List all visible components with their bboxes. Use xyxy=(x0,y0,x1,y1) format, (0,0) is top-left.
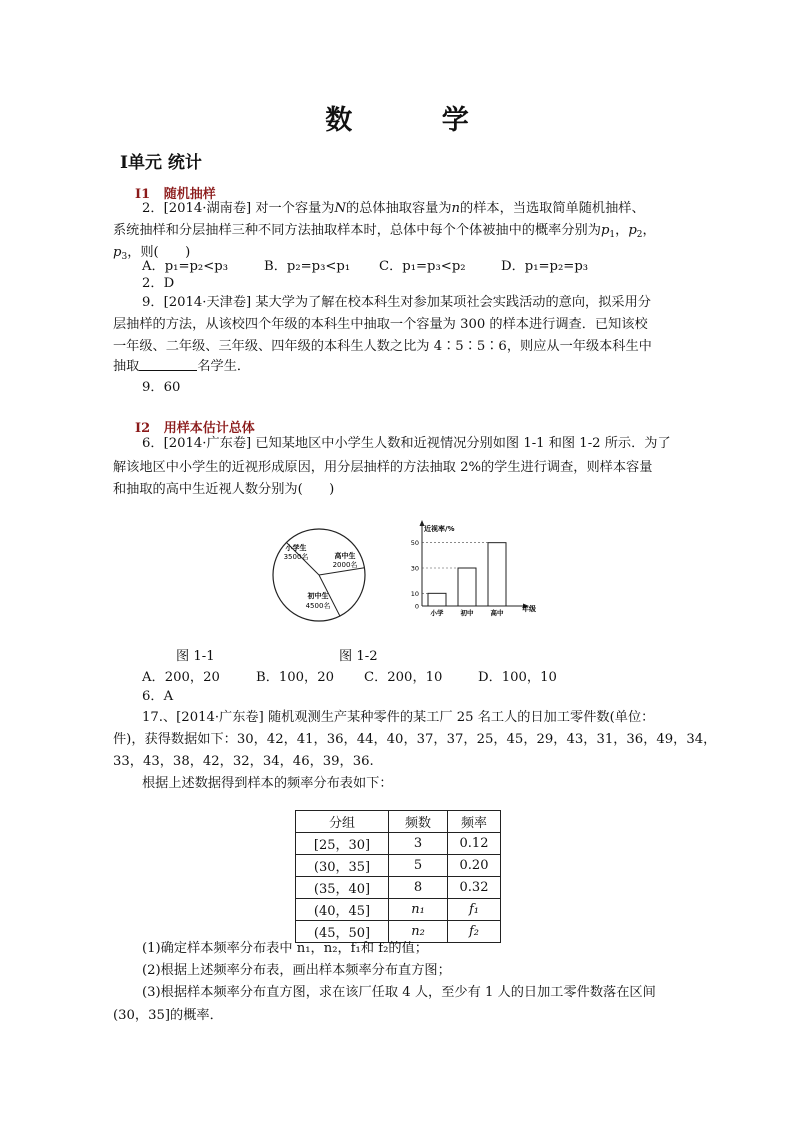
table-cell: (35，40] xyxy=(296,877,389,899)
table-header-row xyxy=(296,811,501,833)
table-header: 频数 xyxy=(389,811,448,833)
table-cell: f₂ xyxy=(448,921,501,943)
bar-高中 xyxy=(488,543,506,606)
table-cell: f₁ xyxy=(448,899,501,921)
section-code: I1 xyxy=(135,187,151,202)
q17-sub3a: (3)根据样本频率分布直方图，求在该厂任取 4 人，至少有 1 人的日加工零件数落在区间 xyxy=(142,985,656,1000)
table-cell: 3 xyxy=(389,833,448,855)
y-tick-label: 10 xyxy=(410,589,419,598)
pie-value-middle: 4500名 xyxy=(305,602,331,610)
table-row xyxy=(296,877,501,899)
frequency-table xyxy=(295,810,501,943)
table-cell: 0.32 xyxy=(448,877,501,899)
section-code: I2 xyxy=(135,421,151,436)
pie-chart xyxy=(268,520,378,630)
section-name: 随机抽样 xyxy=(163,187,216,202)
x-tick-label: 高中 xyxy=(490,609,504,617)
unit-heading: I单元 统计 xyxy=(120,153,202,173)
table-row xyxy=(296,855,501,877)
q2-line2: 系统抽样和分层抽样三种不同方法抽取样本时，总体中每个个体被抽中的概率分别为$p_1$，$p_2$， xyxy=(113,223,656,240)
table-cell: 0.12 xyxy=(448,833,501,855)
q6-line1: 6．[2014·广东卷] 已知某地区中小学生人数和近视情况分别如图 1-1 和图 1-2 所示．为了 xyxy=(142,436,671,451)
pie-label-middle: 初中生 xyxy=(307,592,329,600)
table-cell: 8 xyxy=(389,877,448,899)
answer-blank xyxy=(139,358,197,371)
q17-line2: 件)，获得数据如下：30，42，41，36，44，40，37，37，25，45，29，43，31，36，49，34， xyxy=(113,732,717,747)
fig1-caption: 图 1-1 xyxy=(176,649,215,664)
q17-sub1: (1)确定样本频率分布表中 n₁，n₂，f₁和 f₂的值； xyxy=(142,941,428,956)
table-cell: [25，30] xyxy=(296,833,389,855)
q2-line1: 2．[2014·湖南卷] 对一个容量为N的总体抽取容量为n的样本，当选取简单随机抽样、 xyxy=(142,201,645,216)
section-name: 用样本估计总体 xyxy=(163,421,255,436)
pie-label-high: 高中生 xyxy=(334,552,356,560)
q9-line1: 9．[2014·天津卷] 某大学为了解在校本科生对参加某项社会实践活动的意向，拟采用分 xyxy=(142,295,651,310)
q9-line3: 一年级、二年级、三年级、四年级的本科生人数之比为 4∶5∶5∶6，则应从一年级本科生中 xyxy=(113,339,652,354)
q2-answer: 2．D xyxy=(142,276,175,291)
bar-初中 xyxy=(458,568,476,606)
table-cell: (40，45] xyxy=(296,899,389,921)
q6-line3: 和抽取的高中生近视人数分别为( ) xyxy=(113,482,335,497)
y-tick-label: 50 xyxy=(410,539,419,548)
table-header: 分组 xyxy=(296,811,389,833)
q2-option-a: A．p₁=p₂<p₃ xyxy=(142,259,228,274)
table-cell: 5 xyxy=(389,855,448,877)
q6-option-b: B．100，20 xyxy=(256,670,335,685)
q17-line1: 17.、[2014·广东卷] 随机观测生产某种零件的某工厂 25 名工人的日加工零件数(单位： xyxy=(142,710,655,725)
table-cell: n₂ xyxy=(389,921,448,943)
y-tick-label: 0 xyxy=(414,602,419,611)
q9-line2: 层抽样的方法，从该校四个年级的本科生中抽取一个容量为 300 的样本进行调查．已知该校 xyxy=(113,317,648,332)
table-header: 频率 xyxy=(448,811,501,833)
y-tick-label: 30 xyxy=(410,564,419,573)
x-tick-label: 初中 xyxy=(460,609,474,617)
q9-line4: 抽取 名学生． xyxy=(113,359,251,374)
q2-option-b: B．p₂=p₃<p₁ xyxy=(264,259,351,274)
q6-line2: 解该地区中小学生的近视形成原因，用分层抽样的方法抽取 2%的学生进行调查，则样本容量 xyxy=(113,460,653,475)
table-cell: n₁ xyxy=(389,899,448,921)
bar-ylabel: 近视率/% xyxy=(424,525,455,533)
q17-line3: 33，43，38，42，32，34，46，39，36. xyxy=(113,754,374,769)
q2-option-c: C．p₁=p₃<p₂ xyxy=(379,259,466,274)
x-tick-label: 小学 xyxy=(430,609,444,617)
q17-sub2: (2)根据上述频率分布表，画出样本频率分布直方图； xyxy=(142,963,451,978)
page-title: 数 学 xyxy=(325,105,509,136)
pie-value-primary: 3500名 xyxy=(283,553,309,561)
q6-answer: 6．A xyxy=(142,689,174,704)
bar-xlabel: 年级 xyxy=(522,605,536,613)
q2-option-d: D．p₁=p₂=p₃ xyxy=(501,259,589,274)
pie-value-high: 2000名 xyxy=(332,561,358,569)
pie-label-primary: 小学生 xyxy=(285,544,307,552)
q17-sub3b: (30，35]的概率． xyxy=(113,1008,223,1023)
q17-line4: 根据上述数据得到样本的频率分布表如下： xyxy=(142,776,393,791)
table-cell: 0.20 xyxy=(448,855,501,877)
q6-options xyxy=(142,667,557,689)
q6-option-a: A．200，20 xyxy=(142,670,220,685)
q6-option-d: D．100，10 xyxy=(478,670,557,685)
q9-answer: 9．60 xyxy=(142,380,181,395)
q2-line3: $p_3$，则( ) xyxy=(113,245,191,262)
q6-option-c: C．200，10 xyxy=(364,670,443,685)
table-cell: (45，50] xyxy=(296,921,389,943)
bar-chart xyxy=(400,520,550,625)
q2-options xyxy=(142,256,588,278)
table-cell: (30，35] xyxy=(296,855,389,877)
fig2-caption: 图 1-2 xyxy=(339,649,378,664)
bar-小学 xyxy=(428,593,446,606)
table-row xyxy=(296,833,501,855)
table-row xyxy=(296,899,501,921)
